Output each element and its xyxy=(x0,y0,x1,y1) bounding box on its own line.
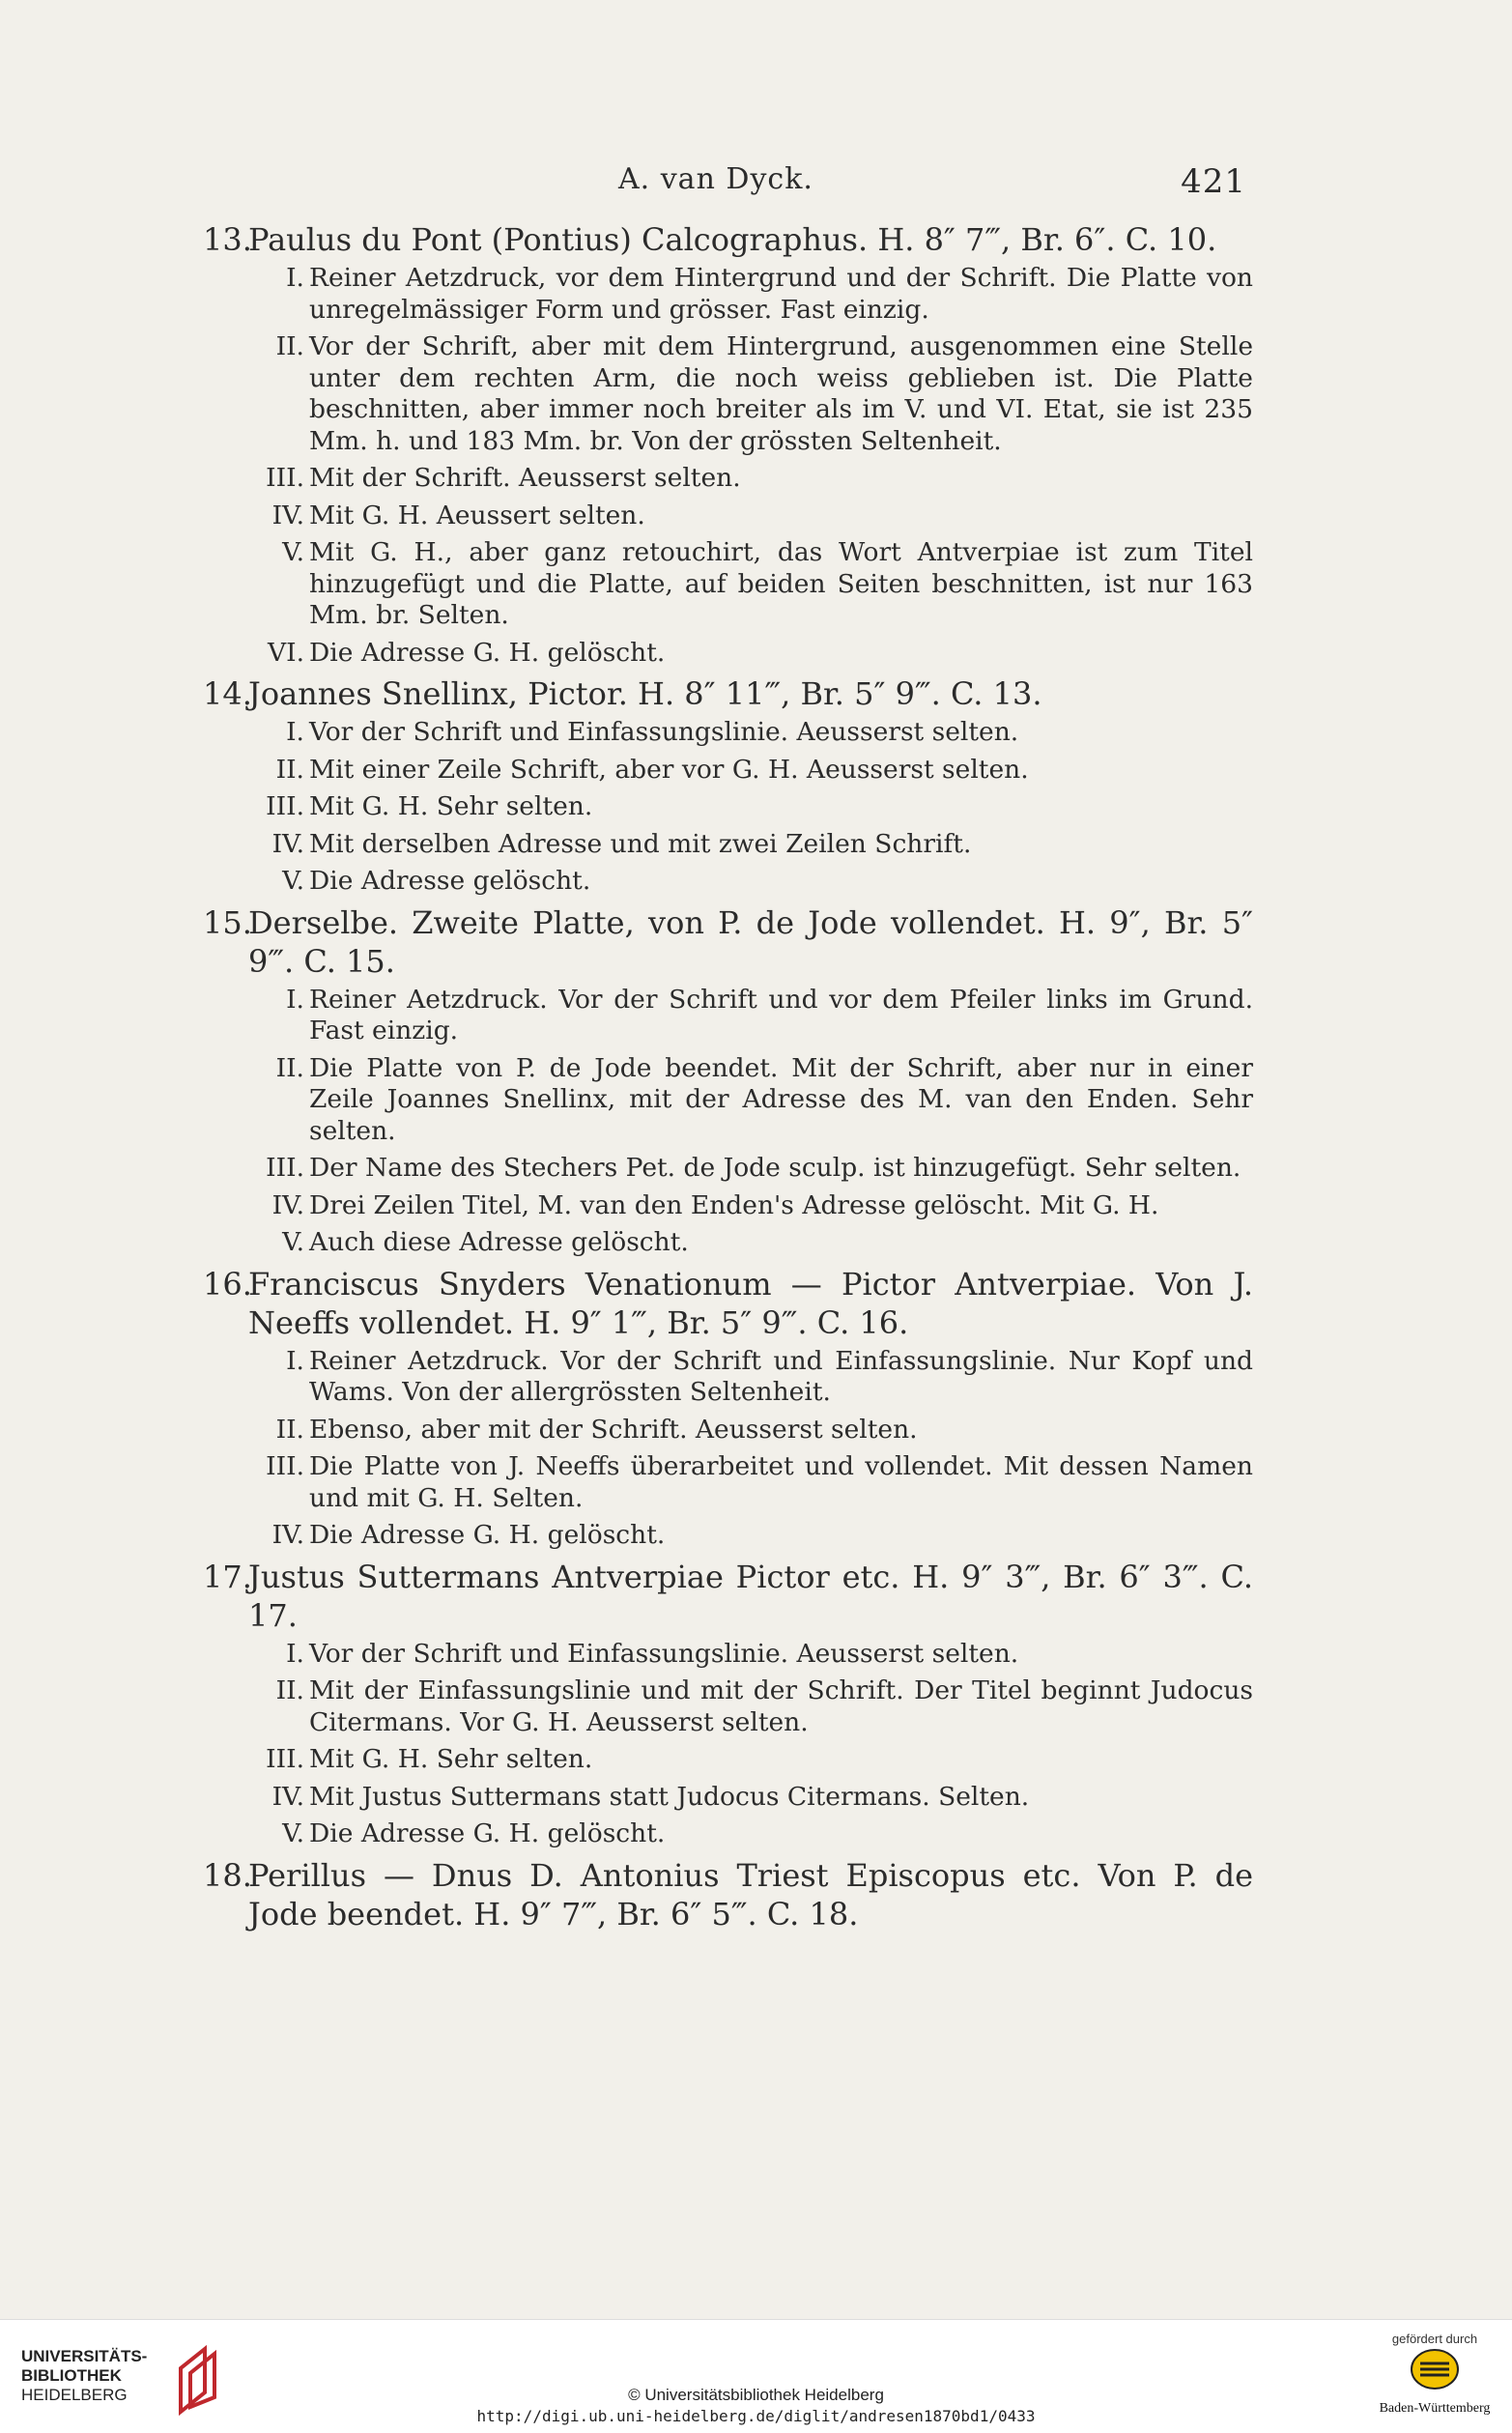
state-list xyxy=(266,717,1253,898)
state-numeral: II. xyxy=(275,1052,304,1083)
catalogue-entry xyxy=(169,1856,1253,1933)
state-numeral: V. xyxy=(282,866,304,896)
state-numeral: II. xyxy=(275,331,304,361)
page-number: 421 xyxy=(1181,162,1246,201)
running-header xyxy=(618,162,1246,201)
state-text: Vor der Schrift, aber mit dem Hintergrund, ausgenommen eine Stelle unter dem rechten Arm, die noch weiss geblieben ist. Die Platte beschnitten, aber immer noch breiter als im V. und VI. Etat, sie ist 235 Mm. h. und 183 Mm. br. Von der grössten Seltenheit. xyxy=(309,331,1253,456)
running-title: A. van Dyck. xyxy=(618,162,813,196)
entry-title: Perillus — Dnus D. Antonius Triest Episcopus etc. Von P. de Jode beendet. H. 9″ 7‴, Br. 6″ 5‴. C. 18. xyxy=(248,1856,1253,1932)
catalogue-entries xyxy=(169,220,1253,1939)
state-item xyxy=(266,1451,1253,1514)
state-numeral: IV. xyxy=(271,1189,304,1220)
state-numeral: III. xyxy=(266,1451,304,1481)
state-item xyxy=(282,537,1253,632)
state-item xyxy=(275,754,1253,787)
state-item xyxy=(282,1818,1253,1850)
state-numeral: VI. xyxy=(267,637,304,668)
state-numeral: II. xyxy=(275,1414,304,1445)
library-name-line2: BIBLIOTHEK xyxy=(21,2366,122,2385)
state-numeral: I. xyxy=(286,984,304,1015)
state-list xyxy=(266,1638,1253,1850)
catalogue-entry xyxy=(169,903,1253,1259)
state-text: Mit G. H., aber ganz retouchirt, das Wort Antverpiae ist zum Titel hinzugefügt und die Platte, auf beiden Seiten beschnitten, ist nur 163 Mm. br. Selten. xyxy=(309,537,1253,630)
entry-heading xyxy=(169,674,1253,713)
state-text: Mit G. H. Sehr selten. xyxy=(309,791,593,821)
state-numeral: IV. xyxy=(271,1520,304,1550)
state-numeral: V. xyxy=(282,1818,304,1848)
state-item xyxy=(286,1638,1253,1671)
state-text: Mit einer Zeile Schrift, aber vor G. H. Aeusserst selten. xyxy=(309,754,1029,785)
entry-number: 18. xyxy=(203,1856,252,1894)
state-item xyxy=(267,637,1253,670)
state-item xyxy=(275,1414,1253,1446)
state-item xyxy=(282,1227,1253,1259)
entry-heading xyxy=(169,1856,1253,1933)
state-text: Vor der Schrift und Einfassungslinie. Aeusserst selten. xyxy=(309,717,1019,747)
entry-title: Paulus du Pont (Pontius) Calcographus. H. 8″ 7‴, Br. 6″. C. 10. xyxy=(248,221,1217,258)
state-numeral: I. xyxy=(286,263,304,293)
funder-block xyxy=(1377,2332,1493,2417)
funder-name: Baden-Württemberg xyxy=(1379,2401,1491,2416)
entry-number: 13. xyxy=(203,221,252,258)
entry-number: 14. xyxy=(203,675,252,712)
state-text: Mit Justus Suttermans statt Judocus Citermans. Selten. xyxy=(309,1781,1030,1812)
state-numeral: V. xyxy=(282,537,304,567)
state-numeral: IV. xyxy=(271,828,304,859)
state-text: Drei Zeilen Titel, M. van den Enden's Adresse gelöscht. Mit G. H. xyxy=(309,1189,1159,1220)
footer-bar xyxy=(0,2319,1512,2433)
catalogue-entry xyxy=(169,674,1253,898)
state-text: Die Adresse gelöscht. xyxy=(309,866,591,896)
state-item xyxy=(271,828,1253,861)
state-numeral: II. xyxy=(275,754,304,785)
permalink[interactable]: http://digi.ub.uni-heidelberg.de/diglit/andresen1870bd1/0433 xyxy=(476,2407,1036,2425)
library-emblem-icon xyxy=(166,2339,224,2417)
state-numeral: V. xyxy=(282,1227,304,1257)
state-list xyxy=(266,1345,1253,1552)
state-text: Der Name des Stechers Pet. de Jode sculp. ist hinzugefügt. Sehr selten. xyxy=(309,1153,1241,1183)
entry-title: Joannes Snellinx, Pictor. H. 8″ 11‴, Br. 5″ 9‴. C. 13. xyxy=(248,675,1042,712)
state-item xyxy=(266,1744,1253,1776)
funded-by-label: gefördert durch xyxy=(1391,2332,1478,2346)
copyright-notice: © Universitätsbibliothek Heidelberg xyxy=(628,2386,884,2404)
state-numeral: IV. xyxy=(271,500,304,530)
state-numeral: II. xyxy=(275,1675,304,1705)
entry-heading xyxy=(169,1265,1253,1342)
entry-number: 16. xyxy=(203,1265,252,1302)
state-text: Vor der Schrift und Einfassungslinie. Aeusserst selten. xyxy=(309,1638,1019,1669)
state-text: Die Adresse G. H. gelöscht. xyxy=(309,1520,666,1550)
state-numeral: III. xyxy=(266,1153,304,1183)
state-item xyxy=(266,1153,1253,1185)
state-numeral: I. xyxy=(286,1345,304,1376)
state-text: Die Adresse G. H. gelöscht. xyxy=(309,637,666,668)
catalogue-entry xyxy=(169,1558,1253,1850)
entry-heading xyxy=(169,903,1253,981)
state-text: Die Adresse G. H. gelöscht. xyxy=(309,1818,666,1848)
state-item xyxy=(286,984,1253,1047)
coat-of-arms-icon xyxy=(1409,2346,1461,2392)
state-item xyxy=(275,1675,1253,1738)
entry-number: 15. xyxy=(203,903,252,941)
state-text: Reiner Aetzdruck. Vor der Schrift und Einfassungslinie. Nur Kopf und Wams. Von der allergrössten Seltenheit. xyxy=(309,1345,1253,1407)
state-numeral: III. xyxy=(266,1744,304,1774)
entry-number: 17. xyxy=(203,1558,252,1595)
state-text: Mit der Einfassungslinie und mit der Schrift. Der Titel beginnt Judocus Citermans. Vor G. H. Aeusserst selten. xyxy=(309,1675,1253,1737)
state-item xyxy=(271,1189,1253,1222)
state-item xyxy=(266,791,1253,823)
state-numeral: I. xyxy=(286,717,304,747)
state-text: Mit der Schrift. Aeusserst selten. xyxy=(309,463,741,493)
state-text: Mit derselben Adresse und mit zwei Zeilen Schrift. xyxy=(309,828,972,859)
entry-title: Derselbe. Zweite Platte, von P. de Jode vollendet. H. 9″, Br. 5″ 9‴. C. 15. xyxy=(248,903,1253,980)
state-list xyxy=(266,984,1253,1259)
state-text: Die Platte von P. de Jode beendet. Mit der Schrift, aber nur in einer Zeile Joannes Snellinx, mit der Adresse des M. van den Enden. Sehr selten. xyxy=(309,1052,1253,1146)
state-text: Mit G. H. Aeussert selten. xyxy=(309,500,645,530)
state-text: Ebenso, aber mit der Schrift. Aeusserst selten. xyxy=(309,1414,918,1445)
state-numeral: III. xyxy=(266,463,304,493)
entry-heading xyxy=(169,220,1253,259)
library-name-line1: UNIVERSITÄTS- xyxy=(21,2347,148,2365)
state-text: Reiner Aetzdruck, vor dem Hintergrund und der Schrift. Die Platte von unregelmässiger Form und grösser. Fast einzig. xyxy=(309,263,1253,325)
entry-heading xyxy=(169,1558,1253,1635)
state-item xyxy=(266,463,1253,495)
state-numeral: IV. xyxy=(271,1781,304,1812)
state-text: Die Platte von J. Neeffs überarbeitet und vollendet. Mit dessen Namen und mit G. H. Selten. xyxy=(309,1451,1253,1513)
state-item xyxy=(271,1781,1253,1814)
catalogue-entry xyxy=(169,1265,1253,1552)
state-item xyxy=(271,1520,1253,1552)
state-item xyxy=(271,500,1253,532)
state-item xyxy=(275,1052,1253,1148)
state-text: Reiner Aetzdruck. Vor der Schrift und vor dem Pfeiler links im Grund. Fast einzig. xyxy=(309,984,1253,1045)
entry-title: Justus Suttermans Antverpiae Pictor etc. H. 9″ 3‴, Br. 6″ 3‴. C. 17. xyxy=(248,1558,1253,1634)
library-name-line3: HEIDELBERG xyxy=(21,2386,128,2404)
catalogue-entry xyxy=(169,220,1253,669)
state-item xyxy=(286,717,1253,749)
entry-title: Franciscus Snyders Venationum — Pictor Antverpiae. Von J. Neeffs vollendet. H. 9″ 1‴, Br. 5″ 9‴. C. 16. xyxy=(248,1265,1253,1341)
state-item xyxy=(275,331,1253,457)
state-item xyxy=(286,1345,1253,1409)
state-item xyxy=(286,263,1253,326)
state-numeral: III. xyxy=(266,791,304,821)
state-item xyxy=(282,866,1253,898)
state-text: Auch diese Adresse gelöscht. xyxy=(309,1227,689,1257)
state-text: Mit G. H. Sehr selten. xyxy=(309,1744,593,1774)
state-list xyxy=(266,263,1253,669)
state-numeral: I. xyxy=(286,1638,304,1669)
